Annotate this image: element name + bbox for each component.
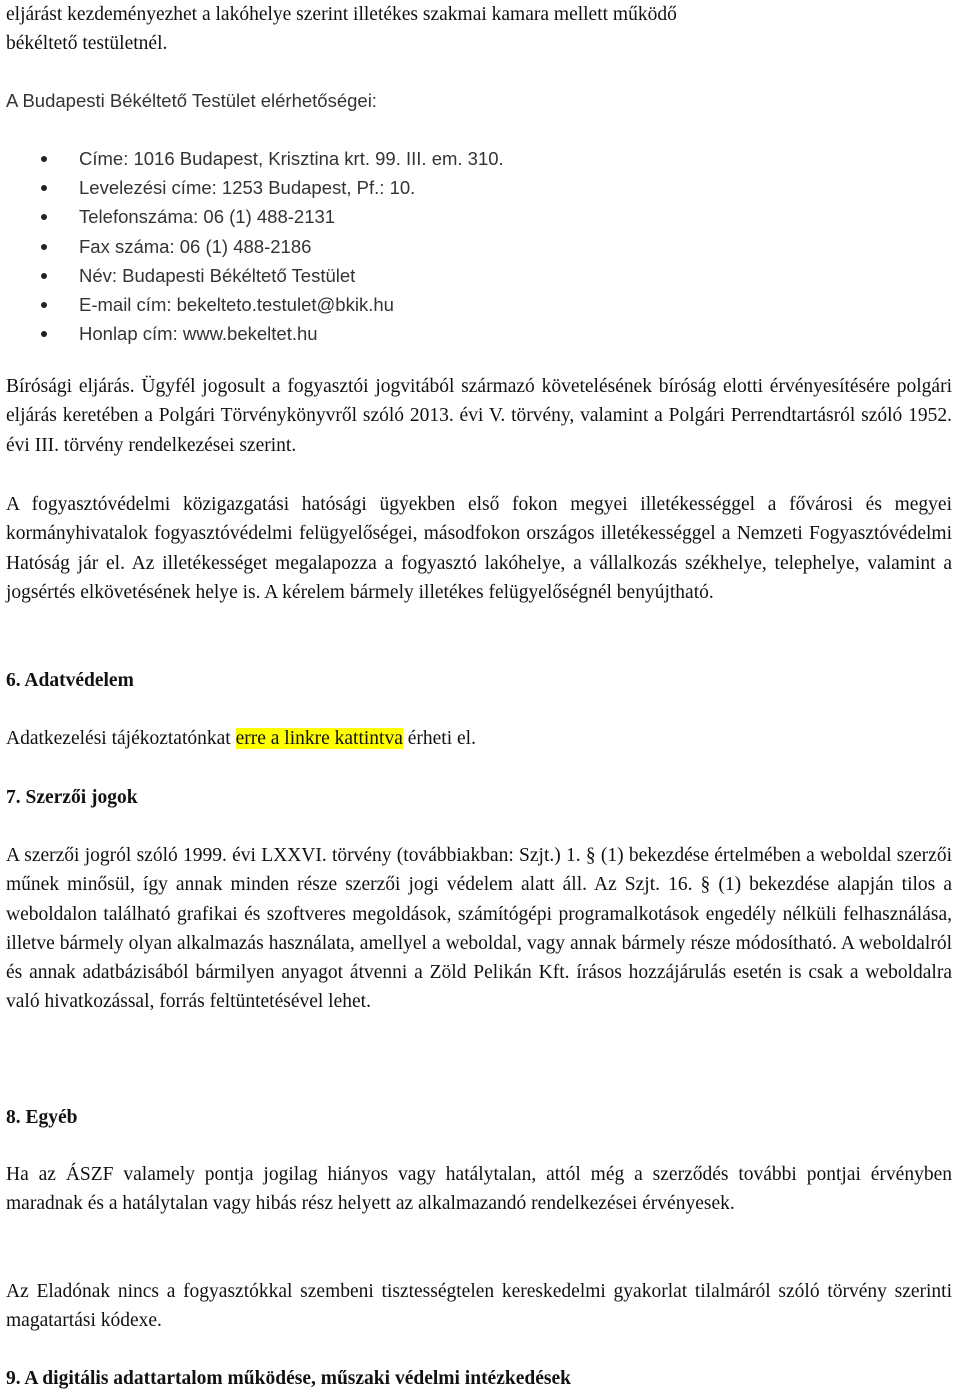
section-7-heading: 7. Szerzői jogok (6, 787, 138, 808)
copyright-paragraph: A szerzői jogról szóló 1999. évi LXXVI. törvény (továbbiakban: Szjt.) 1. § (1) bekezdése értelmében a weboldal szerzői műnek minősül, így annak minden része szerzői jogi védelem alatt áll. Az Szjt. 16. § (1) bekezdése alapján tilos a weboldalon található grafikai és szoftveres megoldások, számítógépi programalkotások engedély nélküli felhasználása, illetve bármely olyan alkalmazás használata, amellyel a weboldal, vagy annak bármely része módosítható. A weboldalról és annak adatbázisából bármilyen anyagot átvenni a Zöld Pelikán Kft. írásos hozzájárulás esetén is csak a weboldalra való hivatkozással, forrás feltüntetésével lehet. (6, 845, 952, 1013)
contact-item-address: Címe: 1016 Budapest, Krisztina krt. 99. III. em. 310. (0, 144, 504, 173)
intro-paragraph (6, 0, 952, 59)
intro-line-1: eljárást kezdeményezhet a lakóhelye szerint illetékes szakmai kamara mellett működő (6, 4, 677, 25)
bullet-icon (41, 185, 47, 191)
privacy-paragraph: Adatkezelési tájékoztatónkat erre a linkre kattintva érheti el. (6, 728, 476, 749)
contact-list (0, 144, 504, 348)
section-8-heading: 8. Egyéb (6, 1107, 78, 1128)
bullet-icon (41, 331, 47, 337)
intro-line-2: békéltető testületnél. (6, 33, 168, 55)
contact-item-fax: Fax száma: 06 (1) 488-2186 (0, 232, 504, 261)
contact-item-postal: Levelezési címe: 1253 Budapest, Pf.: 10. (0, 173, 504, 202)
bullet-icon (41, 302, 47, 308)
authority-paragraph: A fogyasztóvédelmi közigazgatási hatósági ügyekben első fokon megyei illetékességgel a fővárosi és megyei kormányhivatalok fogyasztóvédelmi felügyelőségei, másodfokon országos illetékességgel a Nemzeti Fogyasztóvédelmi Hatóság jár el. Az illetékességet megalapozza a fogyasztó lakóhelye, a vállalkozás székhelye, telephelye, valamint a jogsértés elkövetésének helye is. A kérelem bármely illetékes felügyelőségnél benyújtható. (6, 494, 952, 603)
court-paragraph (6, 372, 952, 460)
bullet-icon (41, 244, 47, 250)
contact-item-name: Név: Budapesti Békéltető Testület (0, 261, 504, 290)
other-paragraph-1: Ha az ÁSZF valamely pontja jogilag hiányos vagy hatálytalan, attól még a szerződés további pontjai érvényben maradnak és a hatálytalan vagy hibás rész helyett az alkalmazandó rendelkezései érvényesek. (6, 1164, 952, 1215)
other-paragraph-2: Az Eladónak nincs a fogyasztókkal szembeni tisztességtelen kereskedelmi gyakorlat tilalmáról szóló törvény szerinti magatartási kódexe. (6, 1281, 952, 1332)
section-6-heading: 6. Adatvédelem (6, 670, 134, 691)
contacts-heading: A Budapesti Békéltető Testület elérhetőségei: (6, 90, 377, 111)
section-9-heading: 9. A digitális adattartalom működése, műszaki védelmi intézkedések (6, 1368, 571, 1389)
contact-item-website: Honlap cím: www.bekeltet.hu (0, 319, 504, 348)
bullet-icon (41, 214, 47, 220)
privacy-policy-link[interactable]: erre a linkre kattintva (235, 728, 403, 749)
bullet-icon (41, 273, 47, 279)
bullet-icon (41, 156, 47, 162)
contact-item-phone: Telefonszáma: 06 (1) 488-2131 (0, 202, 504, 231)
court-text: Ügyfél jogosult a fogyasztói jogvitából származó követelésének bíróság elotti érvényesítésére polgári eljárás keretében a Polgári Törvénykönyvről szóló 2013. évi V. törvény, valamint a Polgári Perrendtartásról szóló 1952. évi III. törvény rendelkezései szerint. (6, 376, 952, 456)
court-label: Bírósági eljárás. (6, 376, 135, 397)
contact-item-email: E-mail cím: bekelteto.testulet@bkik.hu (0, 290, 504, 319)
